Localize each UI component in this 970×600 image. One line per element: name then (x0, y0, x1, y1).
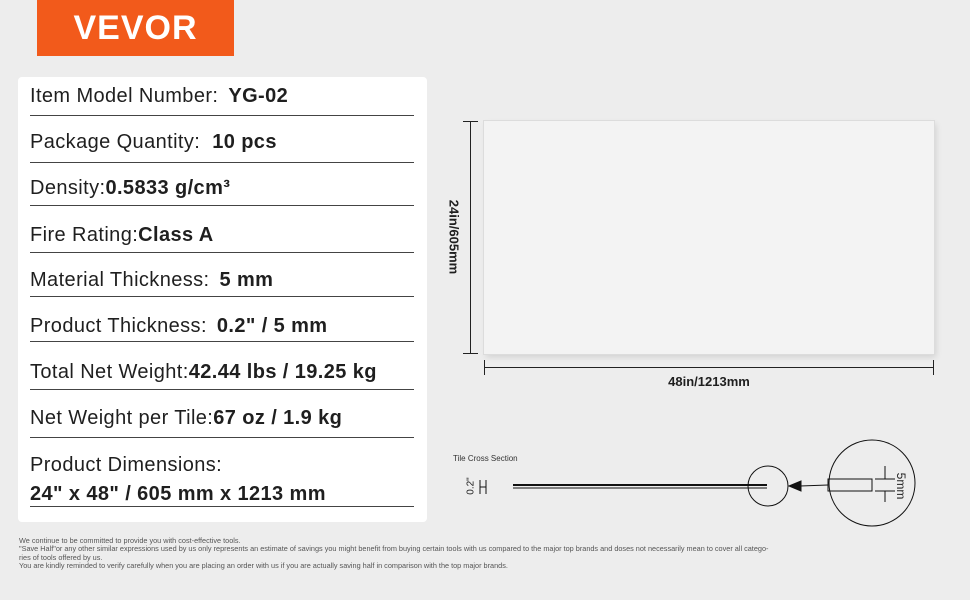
spec-row-model (30, 85, 414, 116)
height-dimension-cap (463, 353, 478, 354)
tile-illustration (484, 121, 934, 354)
thickness-mm-label: 5mm (894, 472, 908, 500)
spec-label: Package Quantity: (30, 131, 207, 153)
width-dimension-line (484, 367, 934, 368)
height-dimension-line (470, 121, 471, 354)
spec-panel (18, 77, 427, 522)
spec-row-quantity (30, 131, 414, 163)
cross-section-diagram (455, 430, 935, 530)
spec-value: 0.5833 g/cm³ (105, 177, 231, 199)
width-dimension-cap (484, 360, 485, 375)
disclaimer-text (19, 537, 949, 570)
spec-value: 10 pcs (212, 131, 277, 153)
vevor-logo: VEVOR (37, 0, 234, 56)
height-dimension-label: 24in/605mm (446, 199, 462, 275)
tile-section-rect (828, 479, 872, 491)
spec-value: YG-02 (228, 85, 289, 107)
spec-value: Class A (138, 224, 214, 246)
disclaimer-line: We continue to be committed to provide you with cost-effective tools. (19, 536, 241, 545)
spec-value: 5 mm (219, 269, 274, 291)
spec-row-density (30, 177, 414, 206)
callout-pointer (800, 485, 828, 486)
spec-row-product-thickness (30, 315, 414, 342)
spec-row-fire-rating (30, 224, 414, 253)
height-dimension-cap (463, 121, 478, 122)
spec-label: Net Weight per Tile: (30, 407, 214, 429)
spec-label: Total Net Weight: (30, 361, 189, 383)
disclaimer-line: "Save Half"or any other similar expressions used by us only represents an estimate of savings you might benefit from buying certain tools with us compared to the major top brands and doses not necessarily mean to cover all catego- (19, 544, 769, 554)
cross-section-caption: Tile Cross Section (453, 454, 518, 463)
thickness-inch-label: 0.2" (465, 477, 477, 495)
spec-label: Density: (30, 177, 106, 199)
spec-row-dimensions (30, 454, 414, 507)
spec-row-tile-weight (30, 407, 414, 438)
spec-label: Product Thickness: (30, 315, 213, 337)
spec-label: Item Model Number: (30, 85, 225, 107)
spec-row-material-thickness (30, 269, 414, 297)
spec-label: Product Dimensions: (30, 454, 223, 476)
spec-label: Fire Rating: (30, 224, 139, 246)
width-dimension-label: 48in/1213mm (668, 374, 750, 389)
spec-row-total-weight (30, 361, 414, 390)
spec-value: 67 oz / 1.9 kg (213, 407, 343, 429)
width-dimension-cap (933, 360, 934, 375)
spec-label: Material Thickness: (30, 269, 216, 291)
spec-value: 42.44 lbs / 19.25 kg (188, 361, 377, 383)
spec-value: 0.2" / 5 mm (216, 315, 328, 337)
disclaimer-line: You are kindly reminded to verify carefully when you are placing an order with us if you are actually saving half in comparison with the top major brands. (19, 560, 508, 570)
callout-arrowhead (789, 481, 801, 491)
disclaimer-line: ries of tools offered by us. (19, 552, 103, 562)
spec-value: 24" x 48" / 605 mm x 1213 mm (30, 483, 326, 505)
